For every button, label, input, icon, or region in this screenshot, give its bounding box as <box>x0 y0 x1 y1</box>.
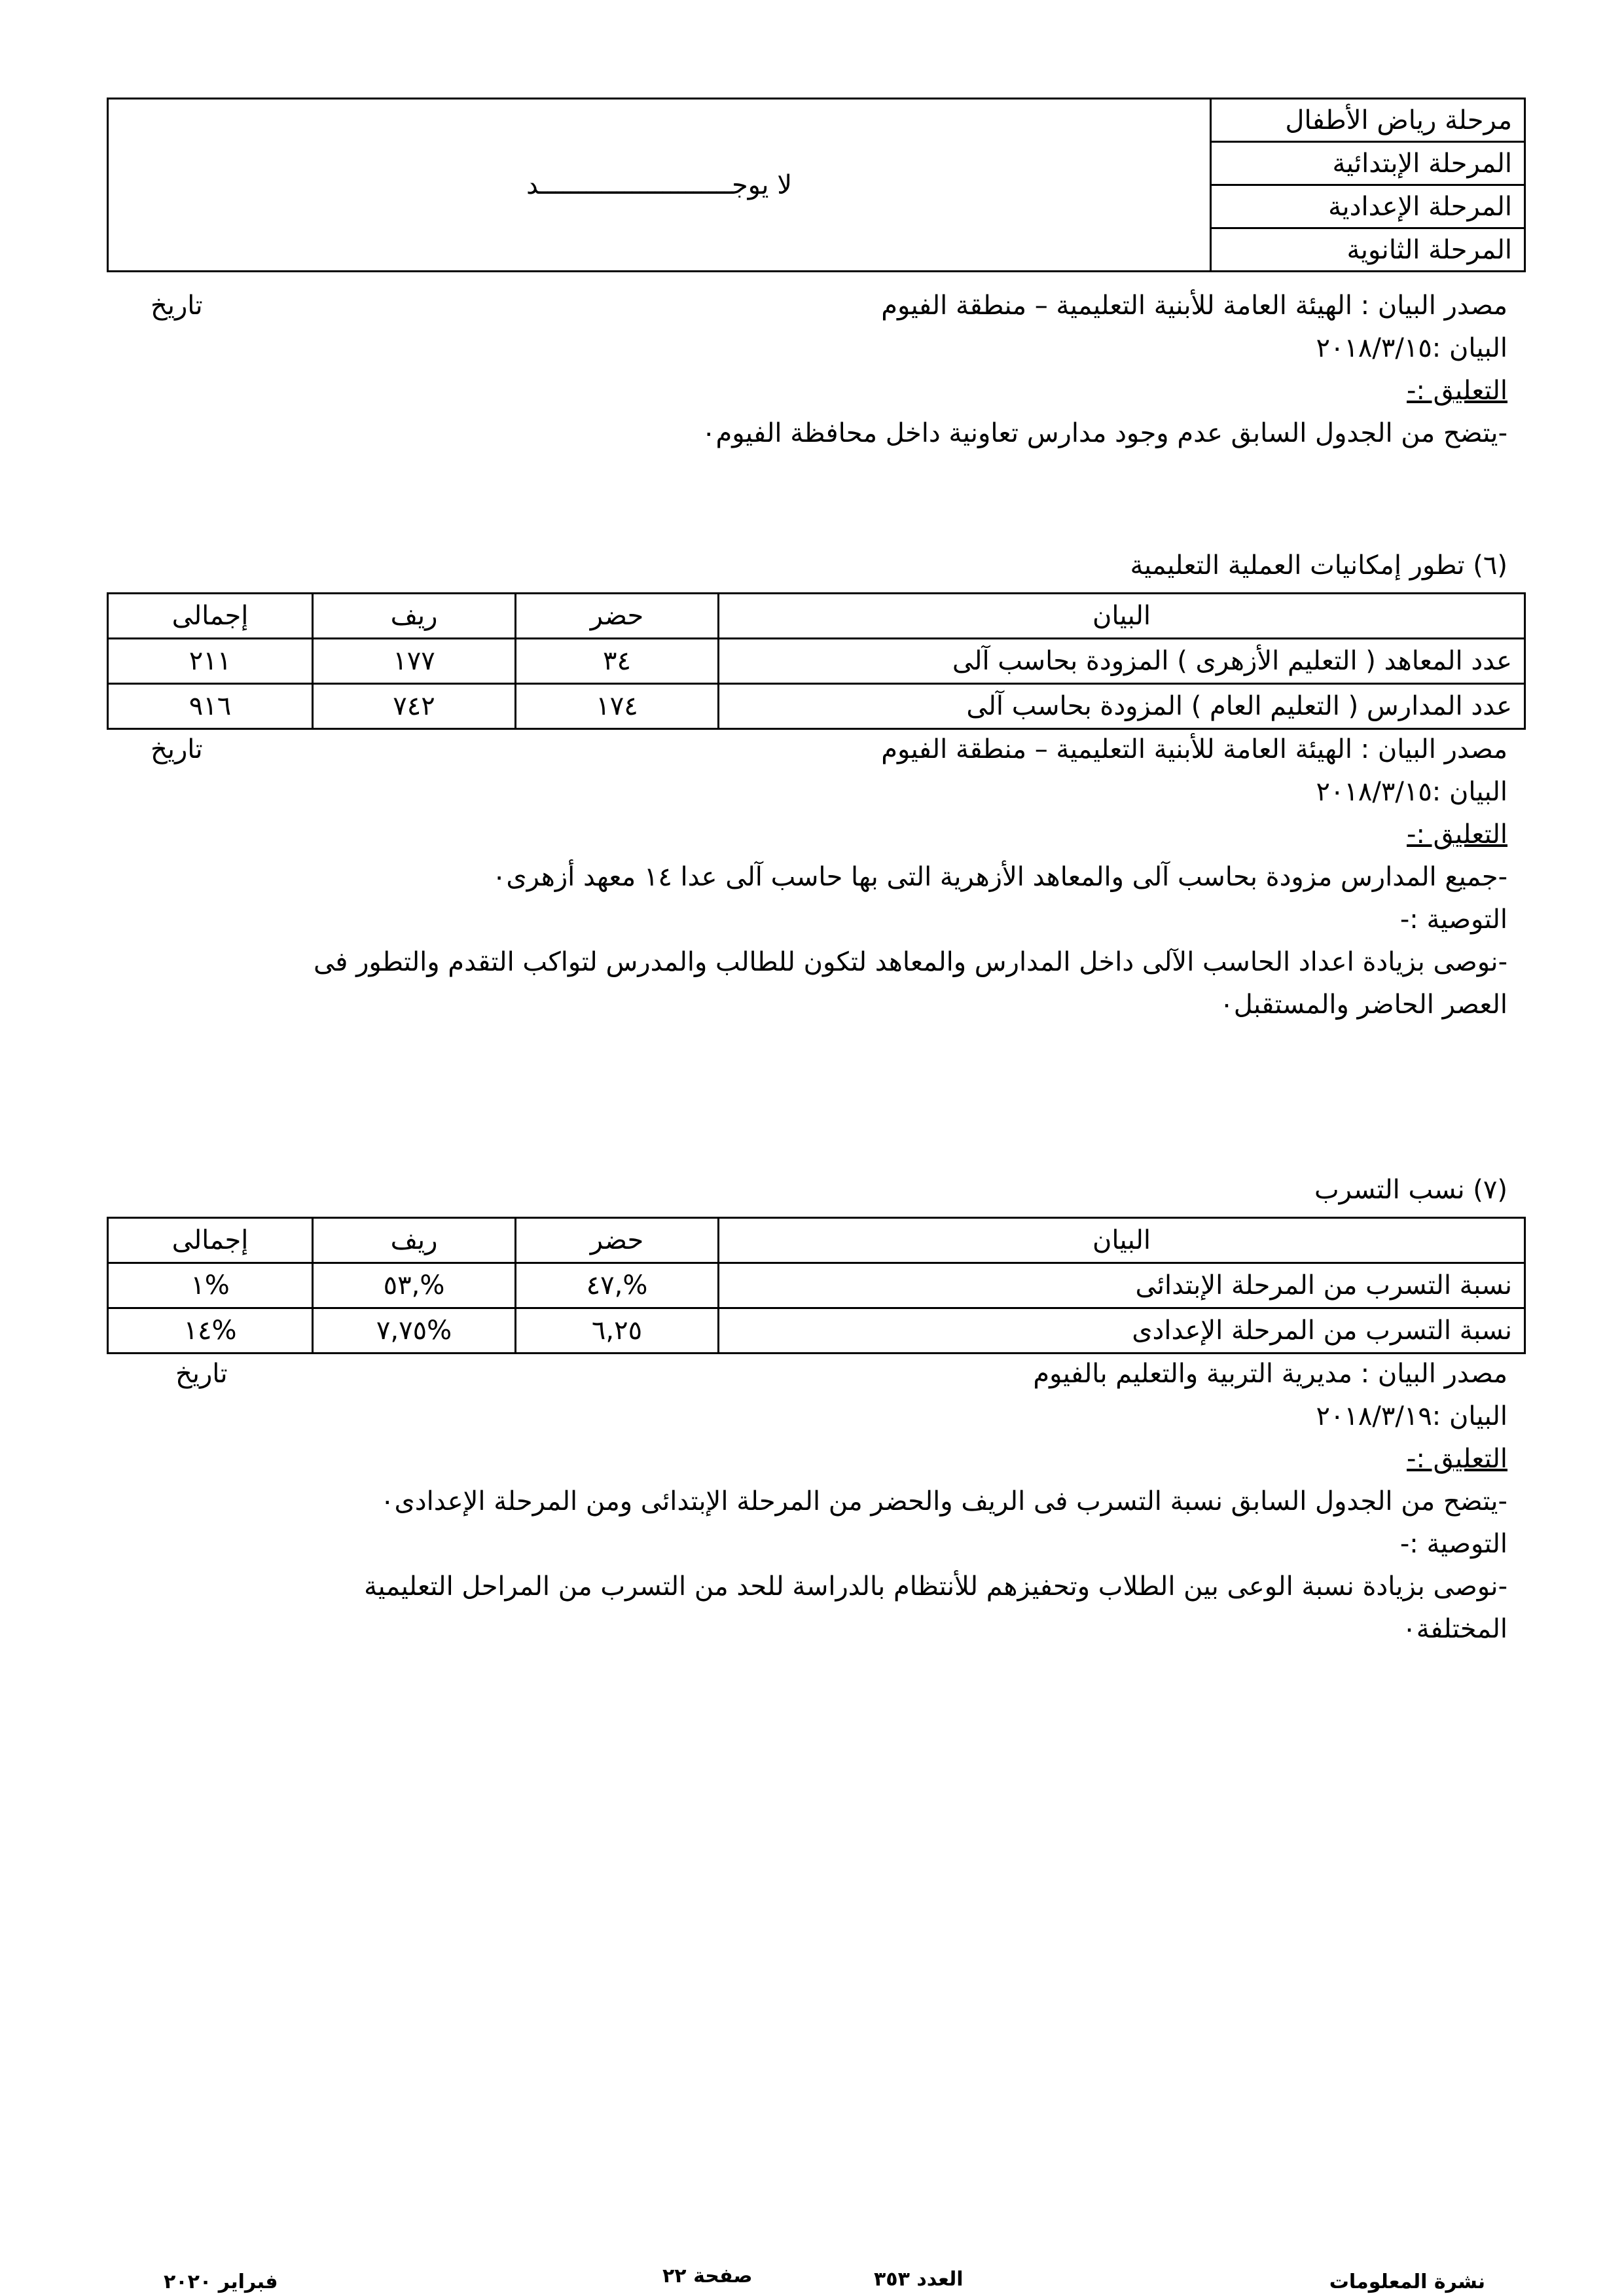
computers-table <box>107 592 1526 730</box>
stage-cell: المرحلة الإبتدائية <box>1211 142 1525 185</box>
date-line: البيان :٢٠١٨/٣/١٥ <box>1316 333 1507 363</box>
footer-page-number: صفحة ٢٢ <box>662 2265 753 2287</box>
column-header: إجمالى <box>108 594 313 639</box>
table-row <box>108 1263 1525 1308</box>
date-line: البيان :٢٠١٨/٣/١٩ <box>1316 1401 1507 1431</box>
comment-text: -يتضح من الجدول السابق نسبة التسرب فى الريف والحضر من المرحلة الإبتدائى ومن المرحلة الإعدادى٠ <box>380 1486 1507 1516</box>
comment-heading: التعليق :- <box>1407 1444 1507 1474</box>
table-row <box>108 99 1525 142</box>
table-header-row <box>108 594 1525 639</box>
cell-urban: ٣٤ <box>516 639 719 684</box>
column-header: ريف <box>313 1218 516 1263</box>
recommendation-text: -نوصى بزيادة اعداد الحاسب الآلى داخل المدارس والمعاهد لتكون للطالب والمدرس لتواكب التقدم والتطور فى <box>313 947 1507 977</box>
comment-heading: التعليق :- <box>1407 376 1507 406</box>
column-header: حضر <box>516 1218 719 1263</box>
cell-urban: ٦,٢٥ <box>516 1308 719 1354</box>
footer-publication: نشرة المعلومات <box>1329 2270 1485 2293</box>
section-title: (٦) تطور إمكانيات العملية التعليمية <box>1130 550 1507 581</box>
stage-cell: المرحلة الثانوية <box>1211 228 1525 272</box>
date-word: تاريخ <box>151 734 203 764</box>
table-header-row <box>108 1218 1525 1263</box>
date-word: تاريخ <box>151 291 203 321</box>
row-label: عدد المدارس ( التعليم العام ) المزودة بحاسب آلى <box>719 684 1525 729</box>
table-row <box>108 639 1525 684</box>
cell-rural: %٧,٧٥ <box>313 1308 516 1354</box>
cell-total: %١٤ <box>108 1308 313 1354</box>
cell-rural: %,٥٣ <box>313 1263 516 1308</box>
cell-total: ٩١٦ <box>108 684 313 729</box>
row-label: نسبة التسرب من المرحلة الإبتدائى <box>719 1263 1525 1308</box>
source-line: مصدر البيان : الهيئة العامة للأبنية التعليمية – منطقة الفيوم <box>881 734 1507 764</box>
column-header: البيان <box>719 1218 1525 1263</box>
column-header: حضر <box>516 594 719 639</box>
stage-cell: مرحلة رياض الأطفال <box>1211 99 1525 142</box>
cell-urban: %,٤٧ <box>516 1263 719 1308</box>
table-row <box>108 1308 1525 1354</box>
section-title: (٧) نسب التسرب <box>1314 1175 1507 1205</box>
comment-heading: التعليق :- <box>1407 819 1507 850</box>
recommendation-text: العصر الحاضر والمستقبل٠ <box>1219 990 1507 1020</box>
cell-urban: ١٧٤ <box>516 684 719 729</box>
cell-rural: ١٧٧ <box>313 639 516 684</box>
comment-text: -جميع المدارس مزودة بحاسب آلى والمعاهد الأزهرية التى بها حاسب آلى عدا ١٤ معهد أزهرى٠ <box>492 862 1507 892</box>
table-row <box>108 684 1525 729</box>
date-word: تاريخ <box>175 1359 228 1389</box>
dropout-table <box>107 1217 1526 1354</box>
recommendation-text: المختلفة٠ <box>1402 1614 1507 1644</box>
row-label: عدد المعاهد ( التعليم الأزهرى ) المزودة بحاسب آلى <box>719 639 1525 684</box>
recommendation-heading: التوصية :- <box>1399 1529 1507 1559</box>
column-header: البيان <box>719 594 1525 639</box>
footer-date: فبراير ٢٠٢٠ <box>164 2270 278 2293</box>
recommendation-text: -نوصى بزيادة نسبة الوعى بين الطلاب وتحفيزهم للأنتظام بالدراسة للحد من التسرب من المراحل التعليمية <box>364 1571 1507 1602</box>
stages-value-cell: لا يوجـــــــــــــــــــــــــد <box>108 99 1211 272</box>
recommendation-heading: التوصية :- <box>1399 905 1507 935</box>
stage-cell: المرحلة الإعدادية <box>1211 185 1525 228</box>
source-line: مصدر البيان : مديرية التربية والتعليم بالفيوم <box>1033 1359 1507 1389</box>
cell-total: %١ <box>108 1263 313 1308</box>
comment-text: -يتضح من الجدول السابق عدم وجود مدارس تعاونية داخل محافظة الفيوم٠ <box>701 418 1507 448</box>
column-header: إجمالى <box>108 1218 313 1263</box>
row-label: نسبة التسرب من المرحلة الإعدادى <box>719 1308 1525 1354</box>
cell-rural: ٧٤٢ <box>313 684 516 729</box>
footer-issue: العدد ٣٥٣ <box>874 2268 964 2291</box>
cell-total: ٢١١ <box>108 639 313 684</box>
stages-table <box>107 98 1526 272</box>
source-line: مصدر البيان : الهيئة العامة للأبنية التعليمية – منطقة الفيوم <box>881 291 1507 321</box>
date-line: البيان :٢٠١٨/٣/١٥ <box>1316 777 1507 807</box>
column-header: ريف <box>313 594 516 639</box>
